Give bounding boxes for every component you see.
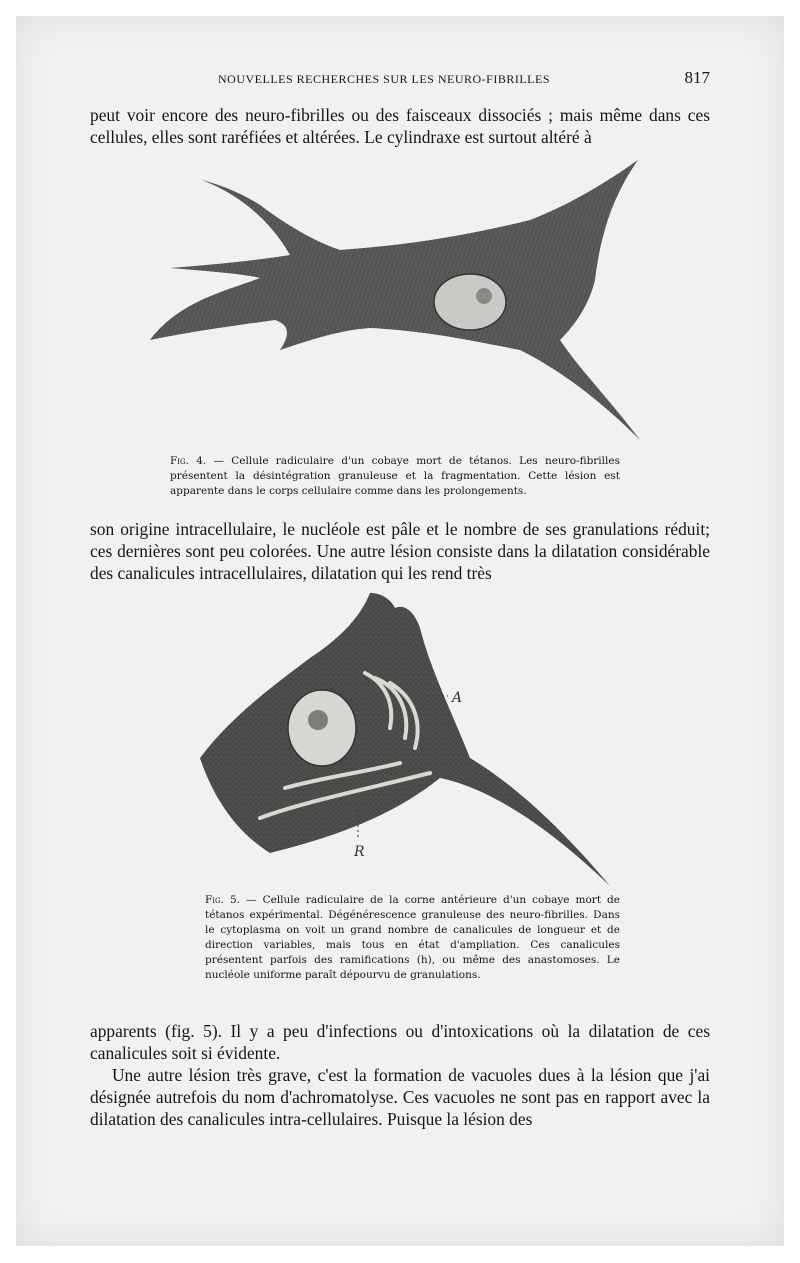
figure-5-label: Fig. 5. — [205, 894, 241, 906]
figure-4-caption-text: — Cellule radiculaire d'un cobaye mort de tétanos. Les neuro-fibrilles présentent la désintégration granuleuse et la fragmentation. Cette lésion est apparente dans le corps cellulaire comme dans les prolongements. — [170, 455, 620, 497]
figure-4-label: Fig. 4. — [170, 455, 207, 467]
figure-5-caption-text: — Cellule radiculaire de la corne antérieure d'un cobaye mort de tétanos expérimental. Dégénérescence granuleuse des neuro-fibrilles. Dans le cytoplasma on voit un grand nombre de canalicules de longueur et de direction variables, mais tous en état d'ampliation. Ces canalicules présentent parfois des ramifications (h), ou même des anastomoses. Le nucléole uniforme paraît dépourvu de granulations. — [205, 894, 620, 981]
nucleolus-fig5 — [308, 710, 328, 730]
figure-5-caption — [205, 893, 620, 983]
fibril-texture-fig4 — [150, 160, 640, 440]
figure-4-illustration — [140, 150, 650, 450]
paragraph-3-text: apparents (fig. 5). Il y a peu d'infections ou d'intoxications où la dilatation de ces canalicules soit si évidente. — [90, 1021, 710, 1063]
running-title: NOUVELLES RECHERCHES SUR LES NEURO-FIBRILLES — [218, 72, 551, 86]
page-header — [90, 70, 710, 94]
paragraph-2-text: son origine intracellulaire, le nucléole est pâle et le nombre de ses granulations réduit; ces dernières sont peu colorées. Une autre lésion consiste dans la dilatation considérable des canalicules intracellulaires, dilatation qui les rend très — [90, 519, 710, 583]
paragraph-2 — [90, 518, 710, 584]
nucleolus-fig4 — [476, 288, 492, 304]
paragraph-4 — [90, 1064, 710, 1130]
page-number: 817 — [684, 68, 710, 87]
nucleus-fig4 — [434, 274, 506, 330]
paragraph-3 — [90, 1020, 710, 1064]
marker-r-label: R — [354, 844, 365, 860]
paragraph-1 — [90, 104, 710, 148]
figure-4-caption — [170, 454, 620, 499]
paragraph-1-text: peut voir encore des neuro-fibrilles ou des faisceaux dissociés ; mais même dans ces cellules, elles sont raréfiées et altérées. Le cylindraxe est surtout altéré à — [90, 105, 710, 147]
figure-5-illustration — [190, 588, 620, 888]
marker-a-label: A — [452, 690, 463, 706]
paragraph-4-text: Une autre lésion très grave, c'est la formation de vacuoles dues à la lésion que j'ai désignée autrefois du nom d'achromatolyse. Ces vacuoles ne sont pas en rapport avec la dilatation des canalicules intra-cellulaires. Puisque la lésion des — [90, 1065, 710, 1129]
